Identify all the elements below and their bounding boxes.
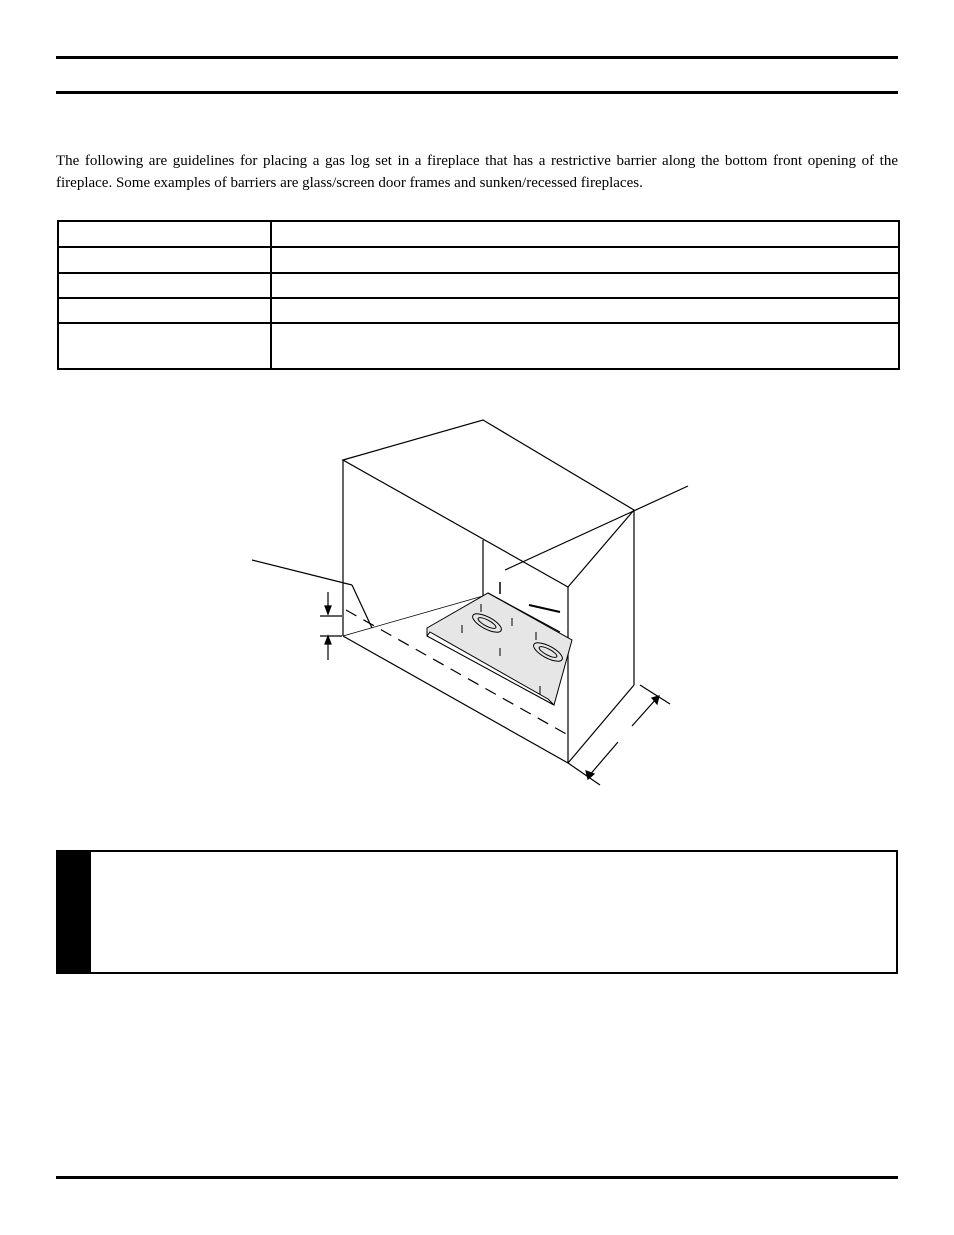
burner-grate [427,582,572,705]
table-cell [58,221,271,247]
warning-box [56,850,898,974]
leader-line-left [252,560,352,585]
table-cell [58,247,271,272]
fireplace-diagram [240,410,700,800]
fireplace-floor-right [568,685,634,763]
depth-dimension [568,685,670,785]
table-cell [271,298,899,323]
intro-paragraph: The following are guidelines for placing a gas log set in a fireplace that has a restrictive barrier along the bottom front opening of the fireplace. Some examples of barriers are glass/screen door frames and sunken/recessed fireplaces. [56,153,898,191]
footer-rule [56,1176,898,1179]
table-cell [271,221,899,247]
guideline-table [57,220,900,370]
table-cell [271,247,899,272]
table-row [58,247,899,272]
header-rule [56,91,898,94]
table-row [58,221,899,247]
fireplace-outline [343,420,634,587]
leader-line-right [505,486,688,570]
table-cell [58,298,271,323]
table-cell [58,273,271,298]
table-cell [271,273,899,298]
top-rule [56,56,898,59]
table-row [58,323,899,369]
height-dimension [320,592,342,660]
warning-bar [58,852,91,972]
table-row [58,298,899,323]
leader-line-left-tail [352,585,372,628]
table-row [58,273,899,298]
table-cell [271,323,899,369]
table-cell [58,323,271,369]
